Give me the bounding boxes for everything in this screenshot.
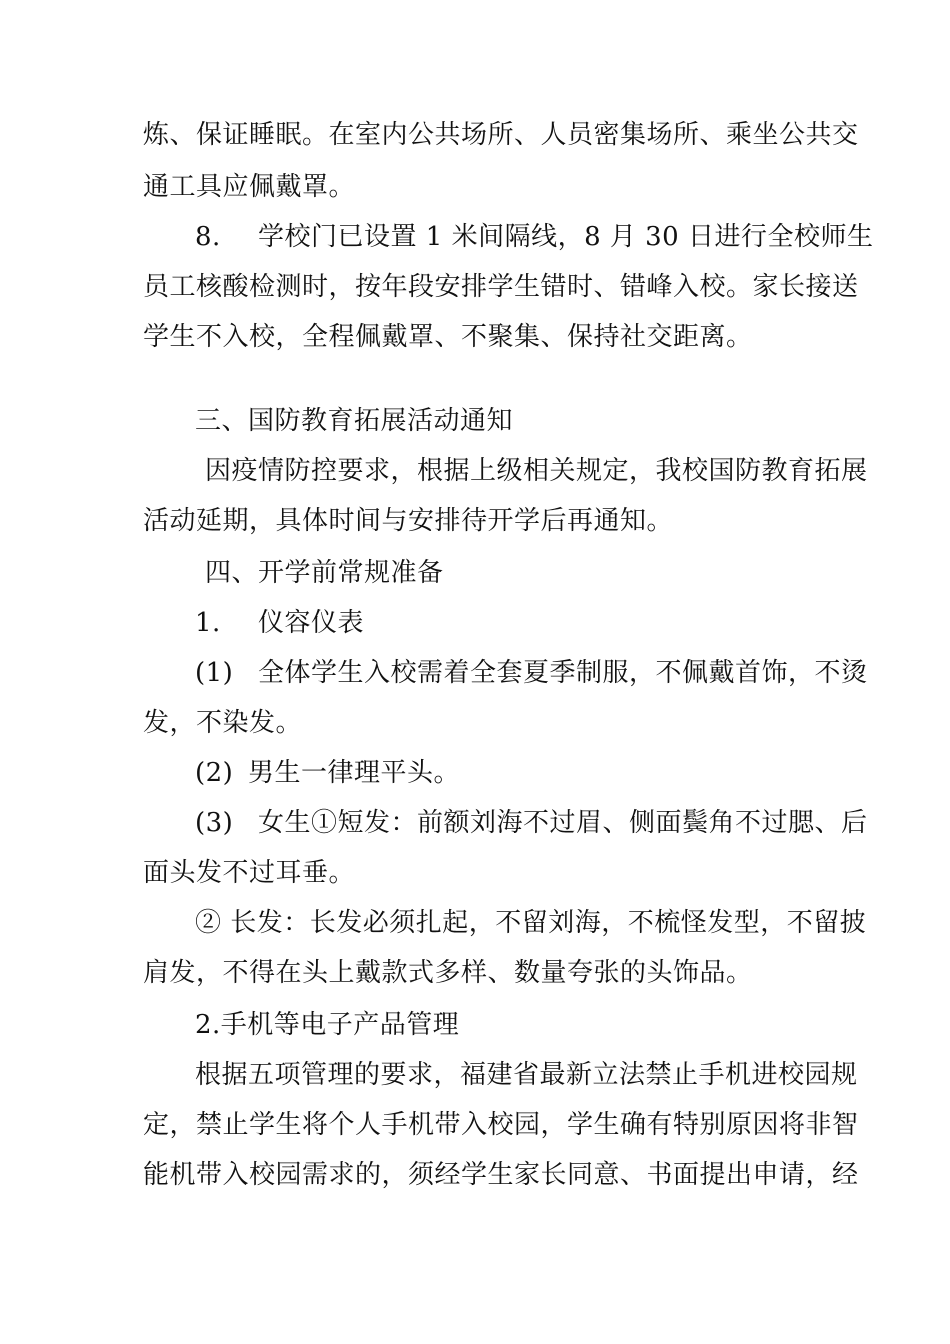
list-number: (2) <box>195 758 234 788</box>
subheading: 2.手机等电子产品管理 <box>195 1010 460 1040</box>
list-number: 1. <box>195 608 221 638</box>
section-heading: 四、开学前常规准备 <box>205 558 444 588</box>
text-line: 女生①短发：前额刘海不过眉、侧面鬓角不过腮、后 <box>258 808 868 838</box>
text-line: 员工核酸检测时，按年段安排学生错时、错峰入校。家长接送 <box>143 272 859 302</box>
text-line: 学校门已设置 1 米间隔线，8 月 30 日进行全校师生 <box>258 222 874 252</box>
text-line: 根据五项管理的要求，福建省最新立法禁止手机进校园规 <box>195 1060 858 1090</box>
text-line: 男生一律理平头。 <box>248 758 461 788</box>
list-number: (1) <box>195 658 234 688</box>
text-line: ② 长发：长发必须扎起，不留刘海，不梳怪发型，不留披 <box>195 908 867 938</box>
text-line: 发，不染发。 <box>143 708 303 738</box>
text-line: 定，禁止学生将个人手机带入校园，学生确有特别原因将非智 <box>143 1110 859 1140</box>
subheading: 仪容仪表 <box>258 608 365 638</box>
list-number: (3) <box>195 808 234 838</box>
text-line: 学生不入校，全程佩戴罩、不聚集、保持社交距离。 <box>143 322 753 352</box>
section-heading: 三、国防教育拓展活动通知 <box>195 406 514 436</box>
text-line: 全体学生入校需着全套夏季制服，不佩戴首饰，不烫 <box>258 658 868 688</box>
text-line: 活动延期，具体时间与安排待开学后再通知。 <box>143 506 674 536</box>
text-line: 肩发，不得在头上戴款式多样、数量夸张的头饰品。 <box>143 958 753 988</box>
text-line: 炼、保证睡眠。在室内公共场所、人员密集场所、乘坐公共交 <box>143 120 859 150</box>
text-line: 因疫情防控要求，根据上级相关规定，我校国防教育拓展 <box>205 456 868 486</box>
list-number: 8. <box>195 222 221 252</box>
text-line: 面头发不过耳垂。 <box>143 858 356 888</box>
text-line: 能机带入校园需求的，须经学生家长同意、书面提出申请，经 <box>143 1160 859 1190</box>
text-line: 通工具应佩戴罩。 <box>143 172 356 202</box>
